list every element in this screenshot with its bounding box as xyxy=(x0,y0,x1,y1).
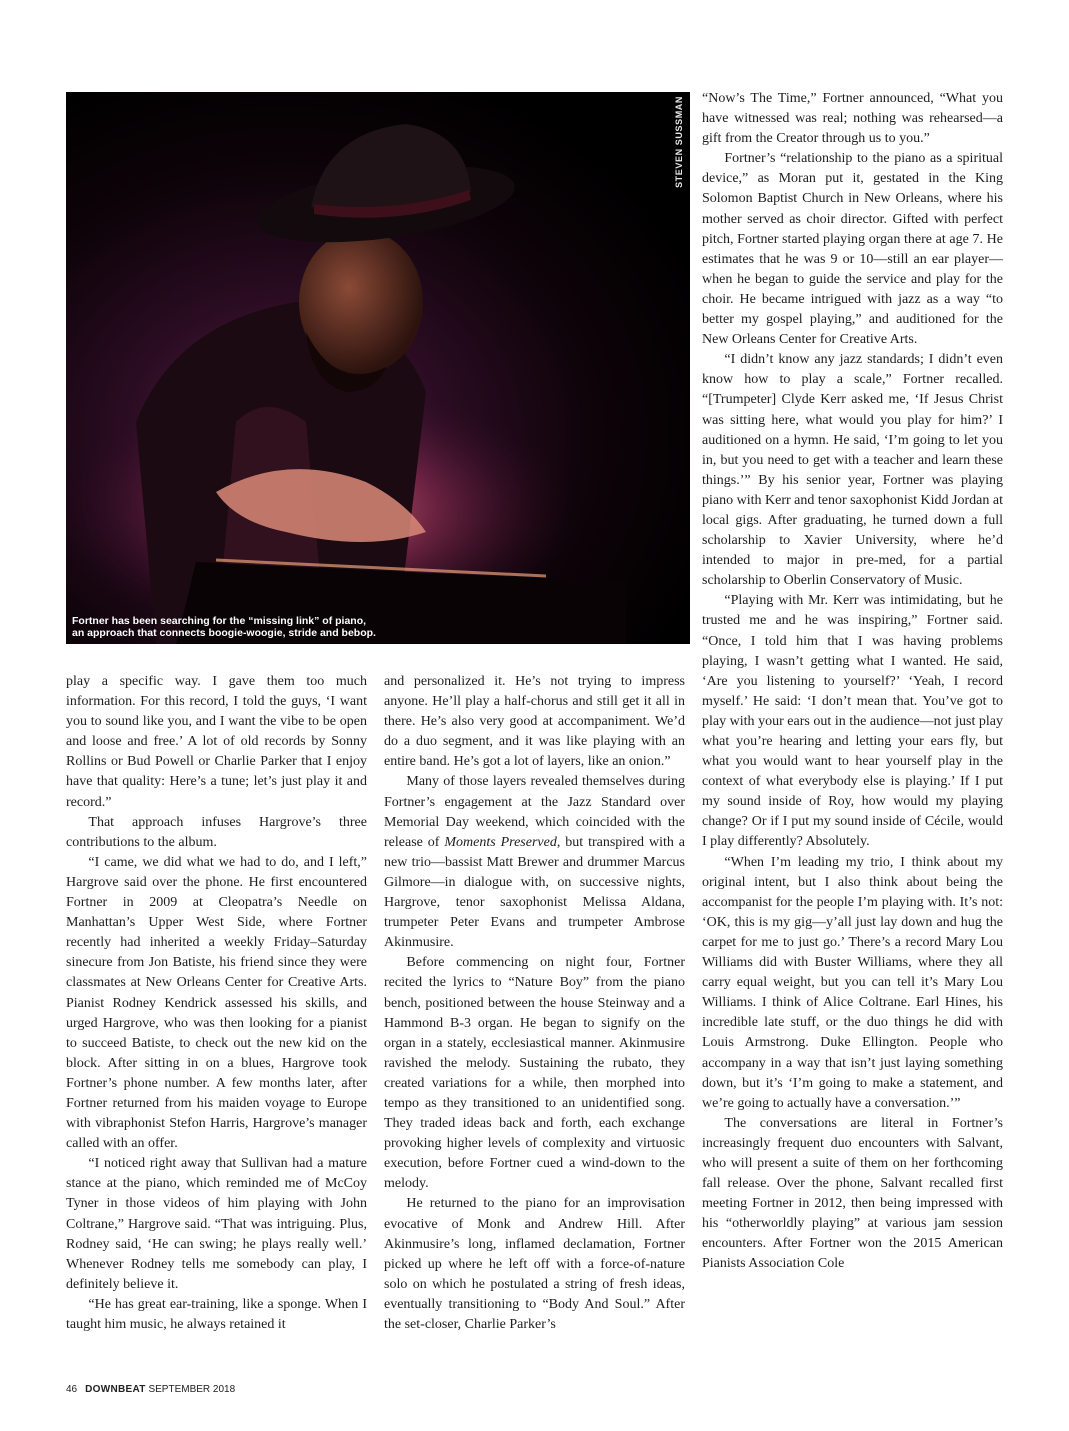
paragraph: Before commencing on night four, Fortner recited the lyrics to “Nature Boy” from the piano bench, positioned between the house Steinway and a Hammond B-3 organ. He began to signify on the organ in a stately, ecclesiastical manner. Akinmusire ravished the melody. Sustaining the rubato, they created variations for a while, then morphed into tempo as they transitioned to an unidentified song. They traded ideas back and forth, each exchange provoking higher levels of complexity and virtuosic execution, before Fortner cued a wind-down to the melody. xyxy=(384,955,685,1192)
photo-credit: STEVEN SUSSMAN xyxy=(674,96,684,188)
photo-illustration xyxy=(66,92,690,644)
issue-date: SEPTEMBER 2018 xyxy=(148,1384,236,1395)
paragraph: “I came, we did what we had to do, and I left,” Hargrove said over the phone. He first encountered Fortner in 2009 at Cleopatra’s Needle on Manhattan’s Upper West Side, where Fortner recently had inherited a weekly Friday–Saturday sinecure from Jon Batiste, his friend since they were classmates at New Orleans Center for Creative Arts. Pianist Rodney Kendrick assessed his skills, and urged Hargrove, who was then looking for a pianist to succeed Batiste, to check out the new kid on the block. After sitting in on a blues, Hargrove took Fortner’s phone number. A few months later, after Fortner returned from his maiden voyage to Europe with vibraphonist Stefon Harris, Hargrove’s manager called with an offer. xyxy=(66,854,367,1152)
photo-caption xyxy=(72,615,672,639)
paragraph: and personalized it. He’s not trying to impress anyone. He’ll play a half-chorus and still get it all in there. He’s also very good at accompaniment. We’d do a duo segment, and it was like playing with an entire band. He’s got a lot of layers, like an onion.” xyxy=(384,674,685,770)
paragraph: “Playing with Mr. Kerr was intimidating, but he trusted me and he was inspiring,” Fortner said. “Once, I told him that I was having problems playing, I wasn’t getting what I wanted. He said, ‘Are you listening to yourself?’ ‘Yeah, I record myself.’ He said: ‘I don’t mean that. You’ve got to play with your ears out in the audience—not just play what you’re hearing and letting your ears fly, but what you would want to hear yourself play in the context of what everybody else is playing.’ If I put my sound inside of Roy, how would my playing change? Or if I put my sound inside of Cécile, would I play differently? Absolutely. xyxy=(702,593,1003,850)
column-left xyxy=(66,672,367,1335)
paragraph: He returned to the piano for an improvisation evocative of Monk and Andrew Hill. After Akinmusire’s long, inflamed declamation, Fortner picked up where he left off with a force-of-nature solo on which he postulated a string of fresh ideas, eventually transitioning to “Body And Soul.” After the set-closer, Charlie Parker’s xyxy=(384,1196,685,1332)
column-right xyxy=(702,89,1003,1275)
column-middle xyxy=(384,672,685,1335)
page-number: 46 xyxy=(66,1384,78,1395)
magazine-name: DOWNBEAT xyxy=(85,1384,146,1395)
paragraph: That approach infuses Hargrove’s three contributions to the album. xyxy=(66,814,367,850)
paragraph: “Now’s The Time,” Fortner announced, “What you have witnessed was real; nothing was rehearsed—a gift from the Creator through us to you.” xyxy=(702,91,1003,147)
paragraph xyxy=(384,772,685,953)
album-title: Moments Preserved xyxy=(444,834,557,850)
paragraph: Fortner’s “relationship to the piano as a spiritual device,” as Moran put it, gestated in the King Solomon Baptist Church in New Orleans, where his mother served as choir director. Gifted with perfect pitch, Fortner started playing organ there at age 7. He estimates that he was 9 or 10—still an ear player—when he began to guide the service and play for the choir. He became intrigued with jazz as a way “to better my gospel playing,” and auditioned for the New Orleans Center for Creative Arts. xyxy=(702,151,1003,348)
page-footer xyxy=(66,1384,235,1395)
caption-line-1: Fortner has been searching for the “missing link” of piano, xyxy=(72,615,367,627)
paragraph: The conversations are literal in Fortner’s increasingly frequent duo encounters with Salvant, who will present a suite of them on her forthcoming fall release. Over the phone, Salvant recalled first meeting Fortner in 2012, then being impressed with his “otherworldly playing” at various jam session encounters. After Fortner won the 2015 American Pianists Association Cole xyxy=(702,1115,1003,1272)
paragraph-text: Many of those layers revealed themselves during Fortner’s engagement at the Jazz Standard over Memorial Day weekend, which coincided with the release of xyxy=(384,774,685,850)
paragraph-text: , but transpired with a new trio—bassist Matt Brewer and drummer Marcus Gilmore—in dialogue with, on successive nights, Hargrove, tenor saxophonist Melissa Aldana, trumpeter Peter Evans and trumpeter Ambrose Akinmusire. xyxy=(384,834,685,951)
paragraph: play a specific way. I gave them too much information. For this record, I told the guys, ‘I want you to sound like you, and I want the vibe to be open and loose and free.’ A lot of old records by Sonny Rollins or Bud Powell or Charlie Parker that I enjoy have that quality: Here’s a tune; let’s just play it and record.” xyxy=(66,674,367,810)
paragraph: “I noticed right away that Sullivan had a mature stance at the piano, which reminded me of McCoy Tyner in those videos of him playing with John Coltrane,” Hargrove said. “That was intriguing. Plus, Rodney said, ‘He can swing; he plays really well.’ Whenever Rodney tells me somebody can play, I definitely believe it. xyxy=(66,1156,367,1292)
paragraph: “When I’m leading my trio, I think about my original intent, but I also think about being the accompanist for the people I’m playing with. It’s not: ‘OK, this is my gig—y’all just lay down and hug the carpet for me to just go.’ There’s a record Mary Lou Williams did with Buster Williams, where they all carry equal weight, but you can tell it’s Mary Lou Williams. I think of Alice Coltrane. Earl Hines, his incredible late stuff, or the duo things he did with Louis Armstrong. Duke Ellington. People who accompany in a way that isn’t just laying something down, but it’s ‘I’m going to make a statement, and we’re going to actually have a conversation.’” xyxy=(702,854,1003,1111)
paragraph: “He has great ear-training, like a sponge. When I taught him music, he always retained it xyxy=(66,1296,367,1332)
paragraph: “I didn’t know any jazz standards; I didn’t even know how to play a scale,” Fortner recalled. “[Trumpeter] Clyde Kerr asked me, ‘If Jesus Christ was sitting here, what would you play for him?’ I auditioned on a hymn. He said, ‘I’m going to let you in, but you need to get with a teacher and learn these things.’” By his senior year, Fortner was playing piano with Kerr and tenor saxophonist Kidd Jordan at local gigs. After graduating, he turned down a full scholarship to Xavier University, where he’d intended to major in pre-med, for a partial scholarship to Oberlin Conservatory of Music. xyxy=(702,352,1003,589)
pianist-photo xyxy=(66,92,690,644)
caption-line-2: an approach that connects boogie-woogie, stride and bebop. xyxy=(72,627,376,639)
